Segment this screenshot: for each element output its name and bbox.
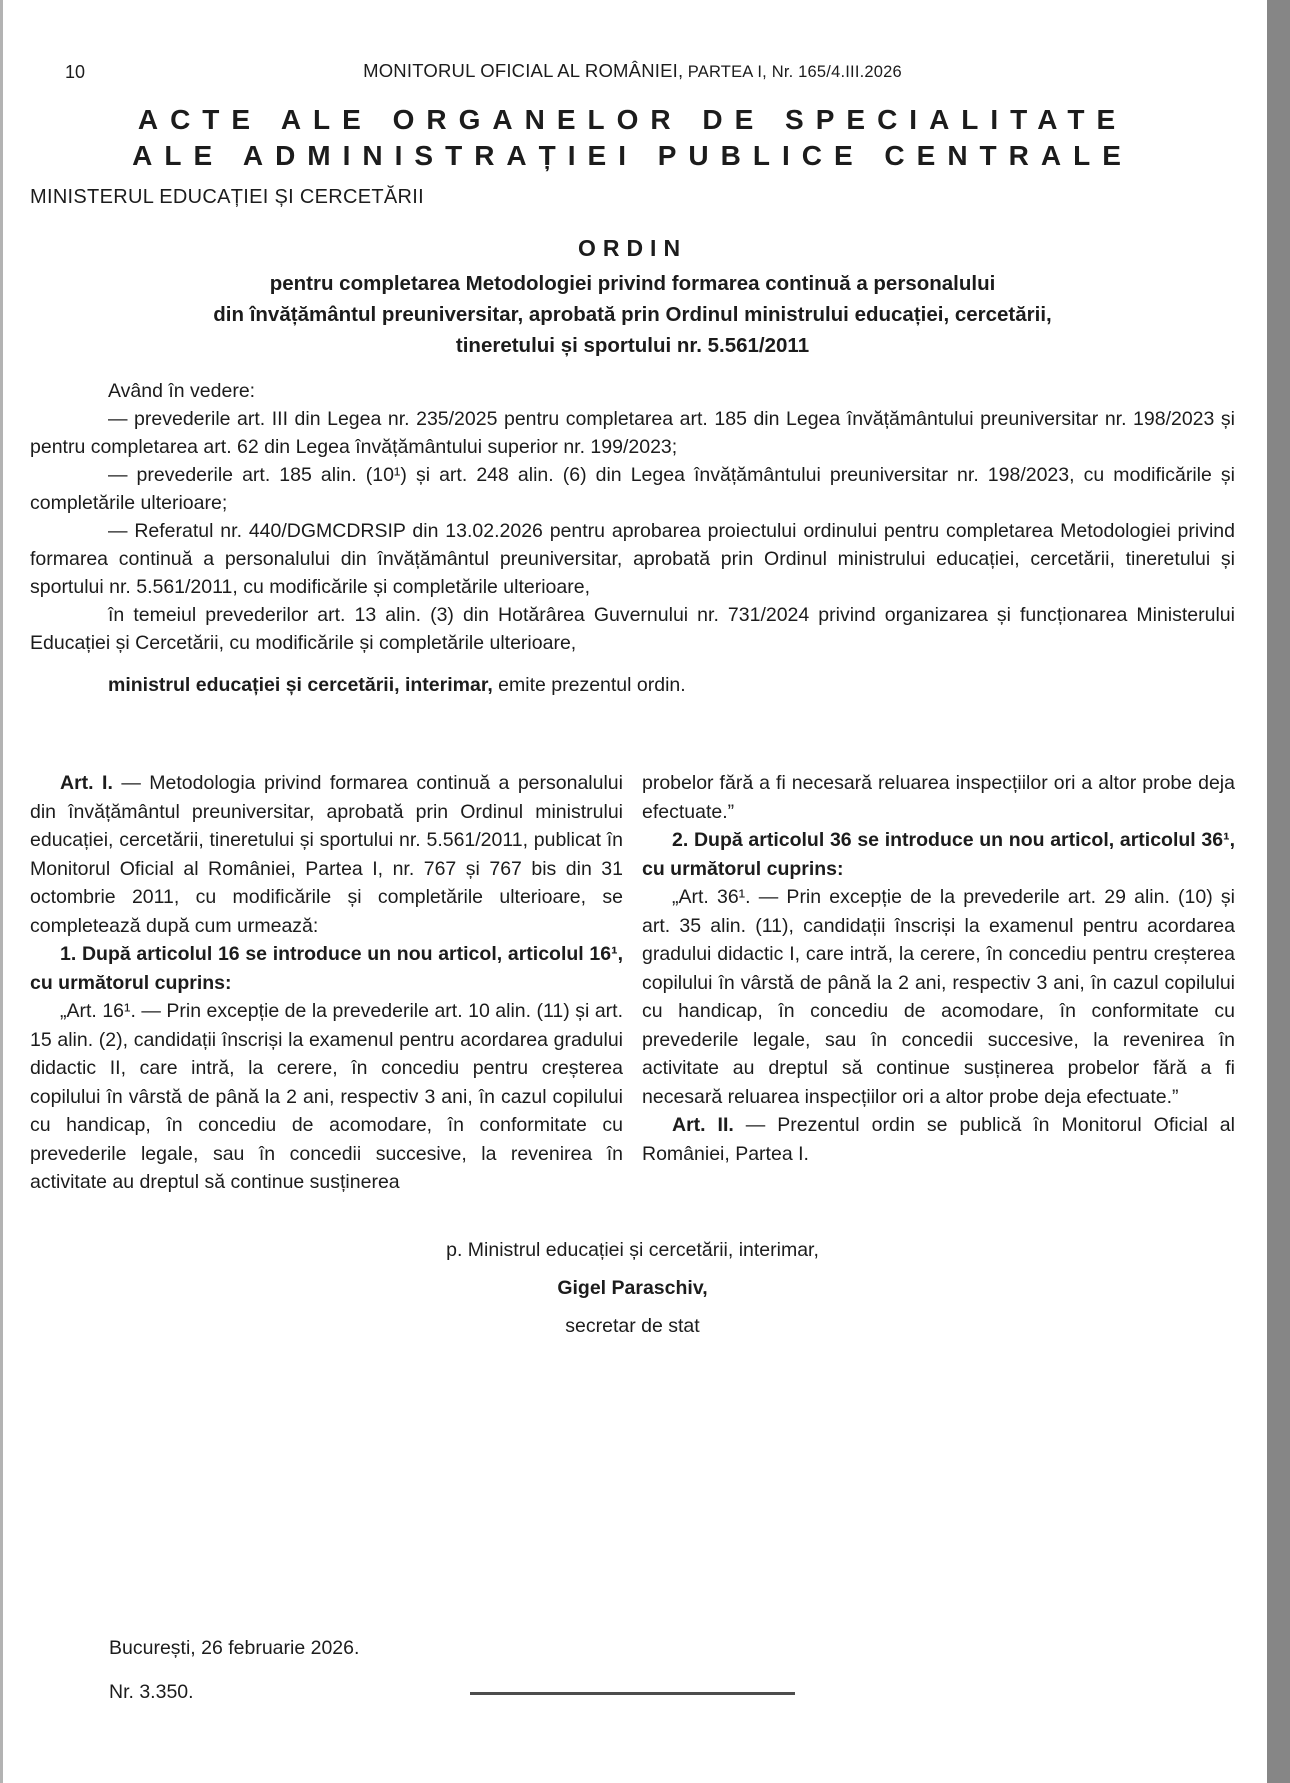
order-subtitle-line2: din învățământul preuniversitar, aprobată prin Ordinul ministrului educației, cercetării,: [213, 303, 1052, 326]
article-16-1-continuation: probelor fără a fi necesară reluarea inspecțiilor ori a altor probe deja efectuate.”: [642, 772, 1235, 823]
signature-capacity: p. Ministrul educației și cercetării, interimar,: [446, 1238, 819, 1261]
page-header: [30, 60, 1235, 86]
preamble-consideration-1: — prevederile art. III din Legea nr. 235/2025 pentru completarea art. 185 din Legea învățământului preuniversitar nr. 198/2023 și pentru completarea art. 62 din Legea învățământului superior nr. 199/2023;: [30, 408, 1235, 458]
amendment-item-1: 1. După articolul 16 se introduce un nou articol, articolul 16¹, cu următorul cuprins:: [30, 943, 623, 994]
footer-order-number: Nr. 3.350.: [109, 1681, 194, 1703]
enacting-clause-lead: ministrul educației și cercetării, interimar,: [108, 674, 493, 696]
scan-edge-left: [0, 0, 3, 1783]
section-title-line2: ALE ADMINISTRAȚIEI PUBLICE CENTRALE: [132, 140, 1133, 171]
preamble-consideration-2: — prevederile art. 185 alin. (10¹) și art. 248 alin. (6) din Legea învățământului preuniversitar nr. 198/2023, cu modificările și completările ulterioare;: [30, 464, 1235, 514]
article-1-label: Art. I.: [60, 772, 113, 794]
footer-block: [109, 1626, 359, 1714]
order-subtitle-line1: pentru completarea Metodologiei privind formarea continuă a personalului: [269, 272, 996, 295]
preamble-legal-basis: în temeiul prevederilor art. 13 alin. (3) din Hotărârea Guvernului nr. 731/2024 privind organizarea și funcționarea Ministerului Educației și Cercetării, cu modificările și completările ulterioare,: [30, 604, 1235, 654]
column-left: [30, 769, 623, 1197]
signature-name: Gigel Paraschiv,: [557, 1276, 708, 1299]
amendment-item-2: 2. După articolul 36 se introduce un nou articol, articolul 36¹, cu următorul cuprins:: [642, 829, 1235, 880]
article-2-label: Art. II.: [672, 1114, 734, 1136]
article-1-text: — Metodologia privind formarea continuă a personalului din învățământul preuniversitar, aprobată prin Ordinul ministrului educației, cercetării, tineretului și sportului nr. 5.561/2011, publicat în Monitorul Oficial al României, Partea I, nr. 767 și 767 bis din 31 octombrie 2011, cu modificările și completările ulterioare, se completează după cum urmează:: [30, 772, 623, 937]
page-number: 10: [65, 62, 86, 82]
signature-title: secretar de stat: [565, 1314, 700, 1337]
article-body: [30, 769, 1235, 1197]
order-heading: ORDIN: [577, 235, 688, 261]
order-subtitle-line3: tineretului și sportului nr. 5.561/2011: [455, 334, 810, 357]
gazette-title: MONITORUL OFICIAL AL ROMÂNIEI,: [363, 60, 684, 81]
enacting-clause-tail: emite prezentul ordin.: [492, 674, 686, 696]
article-2-text: — Prezentul ordin se publică în Monitorul Oficial al României, Partea I.: [642, 1114, 1235, 1165]
gazette-header: [30, 60, 1235, 82]
issuer-name: MINISTERUL EDUCAȚIEI ȘI CERCETĂRII: [30, 186, 424, 208]
article-2: [642, 1111, 1235, 1168]
section-title-line1: ACTE ALE ORGANELOR DE SPECIALITATE: [137, 104, 1128, 135]
gazette-issue: PARTEA I, Nr. 165/4.III.2026: [687, 63, 902, 81]
signature-block: [30, 1231, 1235, 1345]
column-right: [642, 769, 1235, 1197]
article-16-1-text: „Art. 16¹. — Prin excepție de la prevederile art. 10 alin. (11) și art. 15 alin. (2), candidații înscriși la examenul pentru acordarea gradului didactic II, care intră, la cerere, în concediu pentru creșterea copilului în vârstă de până la 2 ani, respectiv 3 ani, în cazul copilului cu handicap, în concediu de acomodare, în conformitate cu prevederile legale, sau în concedii succesive, la revenirea în activitate au dreptul să continue susținerea: [30, 1000, 623, 1193]
footer-place-date: București, 26 februarie 2026.: [109, 1637, 360, 1659]
preamble-intro: Având în vedere:: [108, 380, 256, 402]
order-subtitle: [30, 268, 1235, 361]
article-1: [30, 769, 623, 940]
document-page: [30, 0, 1235, 1783]
enacting-clause: [30, 671, 1235, 699]
section-title: [30, 102, 1235, 174]
preamble-consideration-3: — Referatul nr. 440/DGMCDRSIP din 13.02.2026 pentru aprobarea proiectului ordinului pentru completarea Metodologiei privind formarea continuă a personalului din învățământul preuniversitar, aprobată prin Ordinul ministrului educației, cercetării, tineretului și sportului nr. 5.561/2011, cu modificările și completările ulterioare,: [30, 520, 1235, 598]
end-of-act-divider: [470, 1692, 795, 1695]
scan-edge-right: [1267, 0, 1290, 1783]
article-36-1-text: „Art. 36¹. — Prin excepție de la prevederile art. 29 alin. (10) și art. 35 alin. (11), candidații înscriși la examenul pentru acordarea gradului didactic I, care intră, la cerere, în concediu pentru creșterea copilului în vârstă de până la 2 ani, respectiv 3 ani, în cazul copilului cu handicap, în concediu de acomodare, în conformitate cu prevederile legale, sau în concedii succesive, la revenirea în activitate au dreptul să continue susținerea probelor fără a fi necesară reluarea inspecțiilor ori a altor probe deja efectuate.”: [642, 886, 1235, 1108]
